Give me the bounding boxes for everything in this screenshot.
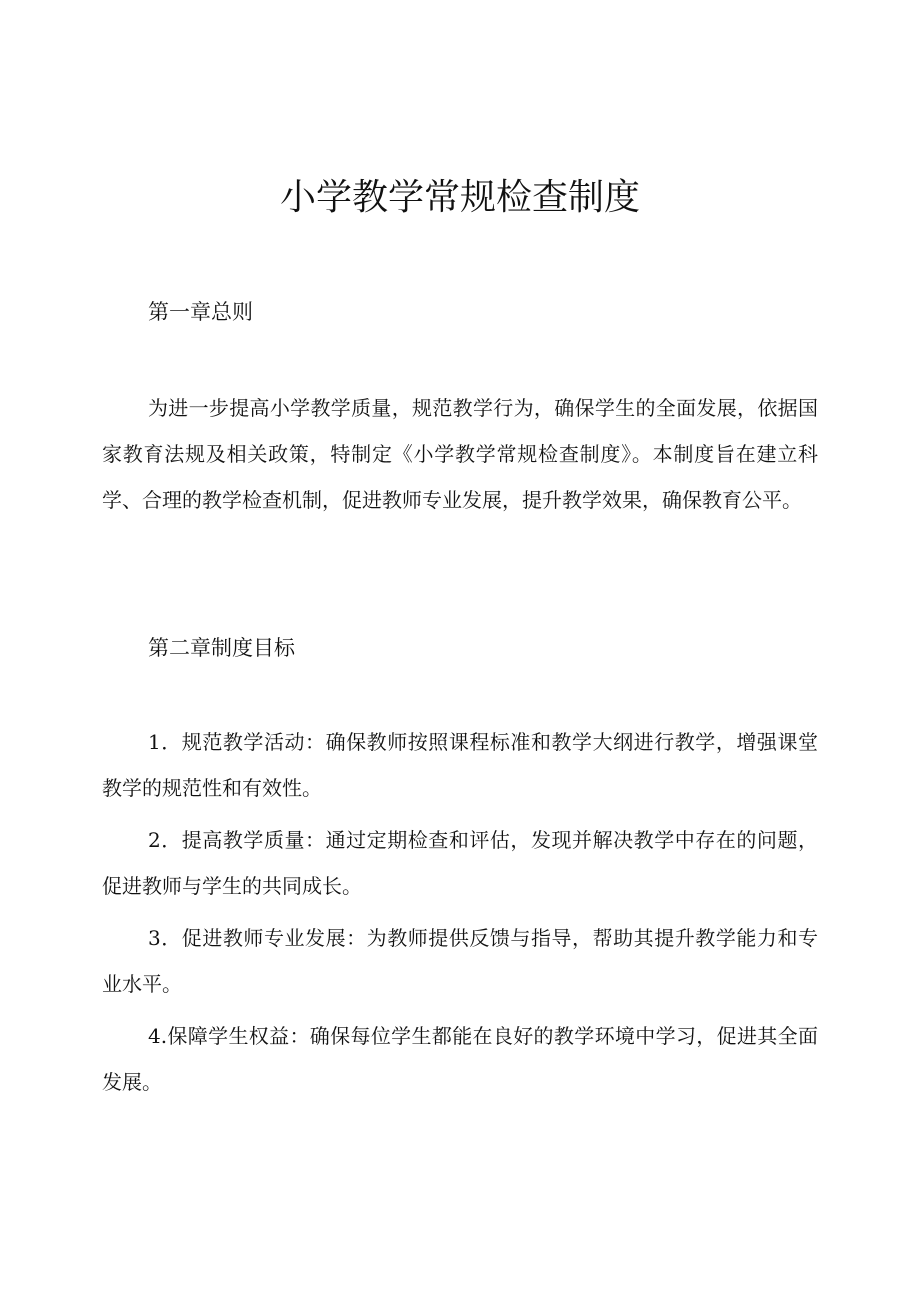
goal-item-1: 1．规范教学活动：确保教师按照课程标准和教学大纲进行教学，增强课堂教学的规范性和有效性。 xyxy=(102,730,818,800)
goal-item-2: 2．提高教学质量：通过定期检查和评估，发现并解决教学中存在的问题，促进教师与学生的共同成长。 xyxy=(102,828,818,898)
chapter-1-heading: 第一章总则 xyxy=(148,300,253,324)
goal-item-3: 3．促进教师专业发展：为教师提供反馈与指导，帮助其提升教学能力和专业水平。 xyxy=(102,926,818,996)
document-title: 小学教学常规检查制度 xyxy=(279,177,640,218)
goal-item-4: 4.保障学生权益：确保每位学生都能在良好的教学环境中学习，促进其全面发展。 xyxy=(102,1024,818,1094)
chapter-2-heading: 第二章制度目标 xyxy=(148,636,295,660)
chapter-1-paragraph: 为进一步提高小学教学质量，规范教学行为，确保学生的全面发展，依据国家教育法规及相关政策，特制定《小学教学常规检查制度》。本制度旨在建立科学、合理的教学检查机制，促进教师专业发展，提升教学效果，确保教育公平。 xyxy=(102,396,818,512)
